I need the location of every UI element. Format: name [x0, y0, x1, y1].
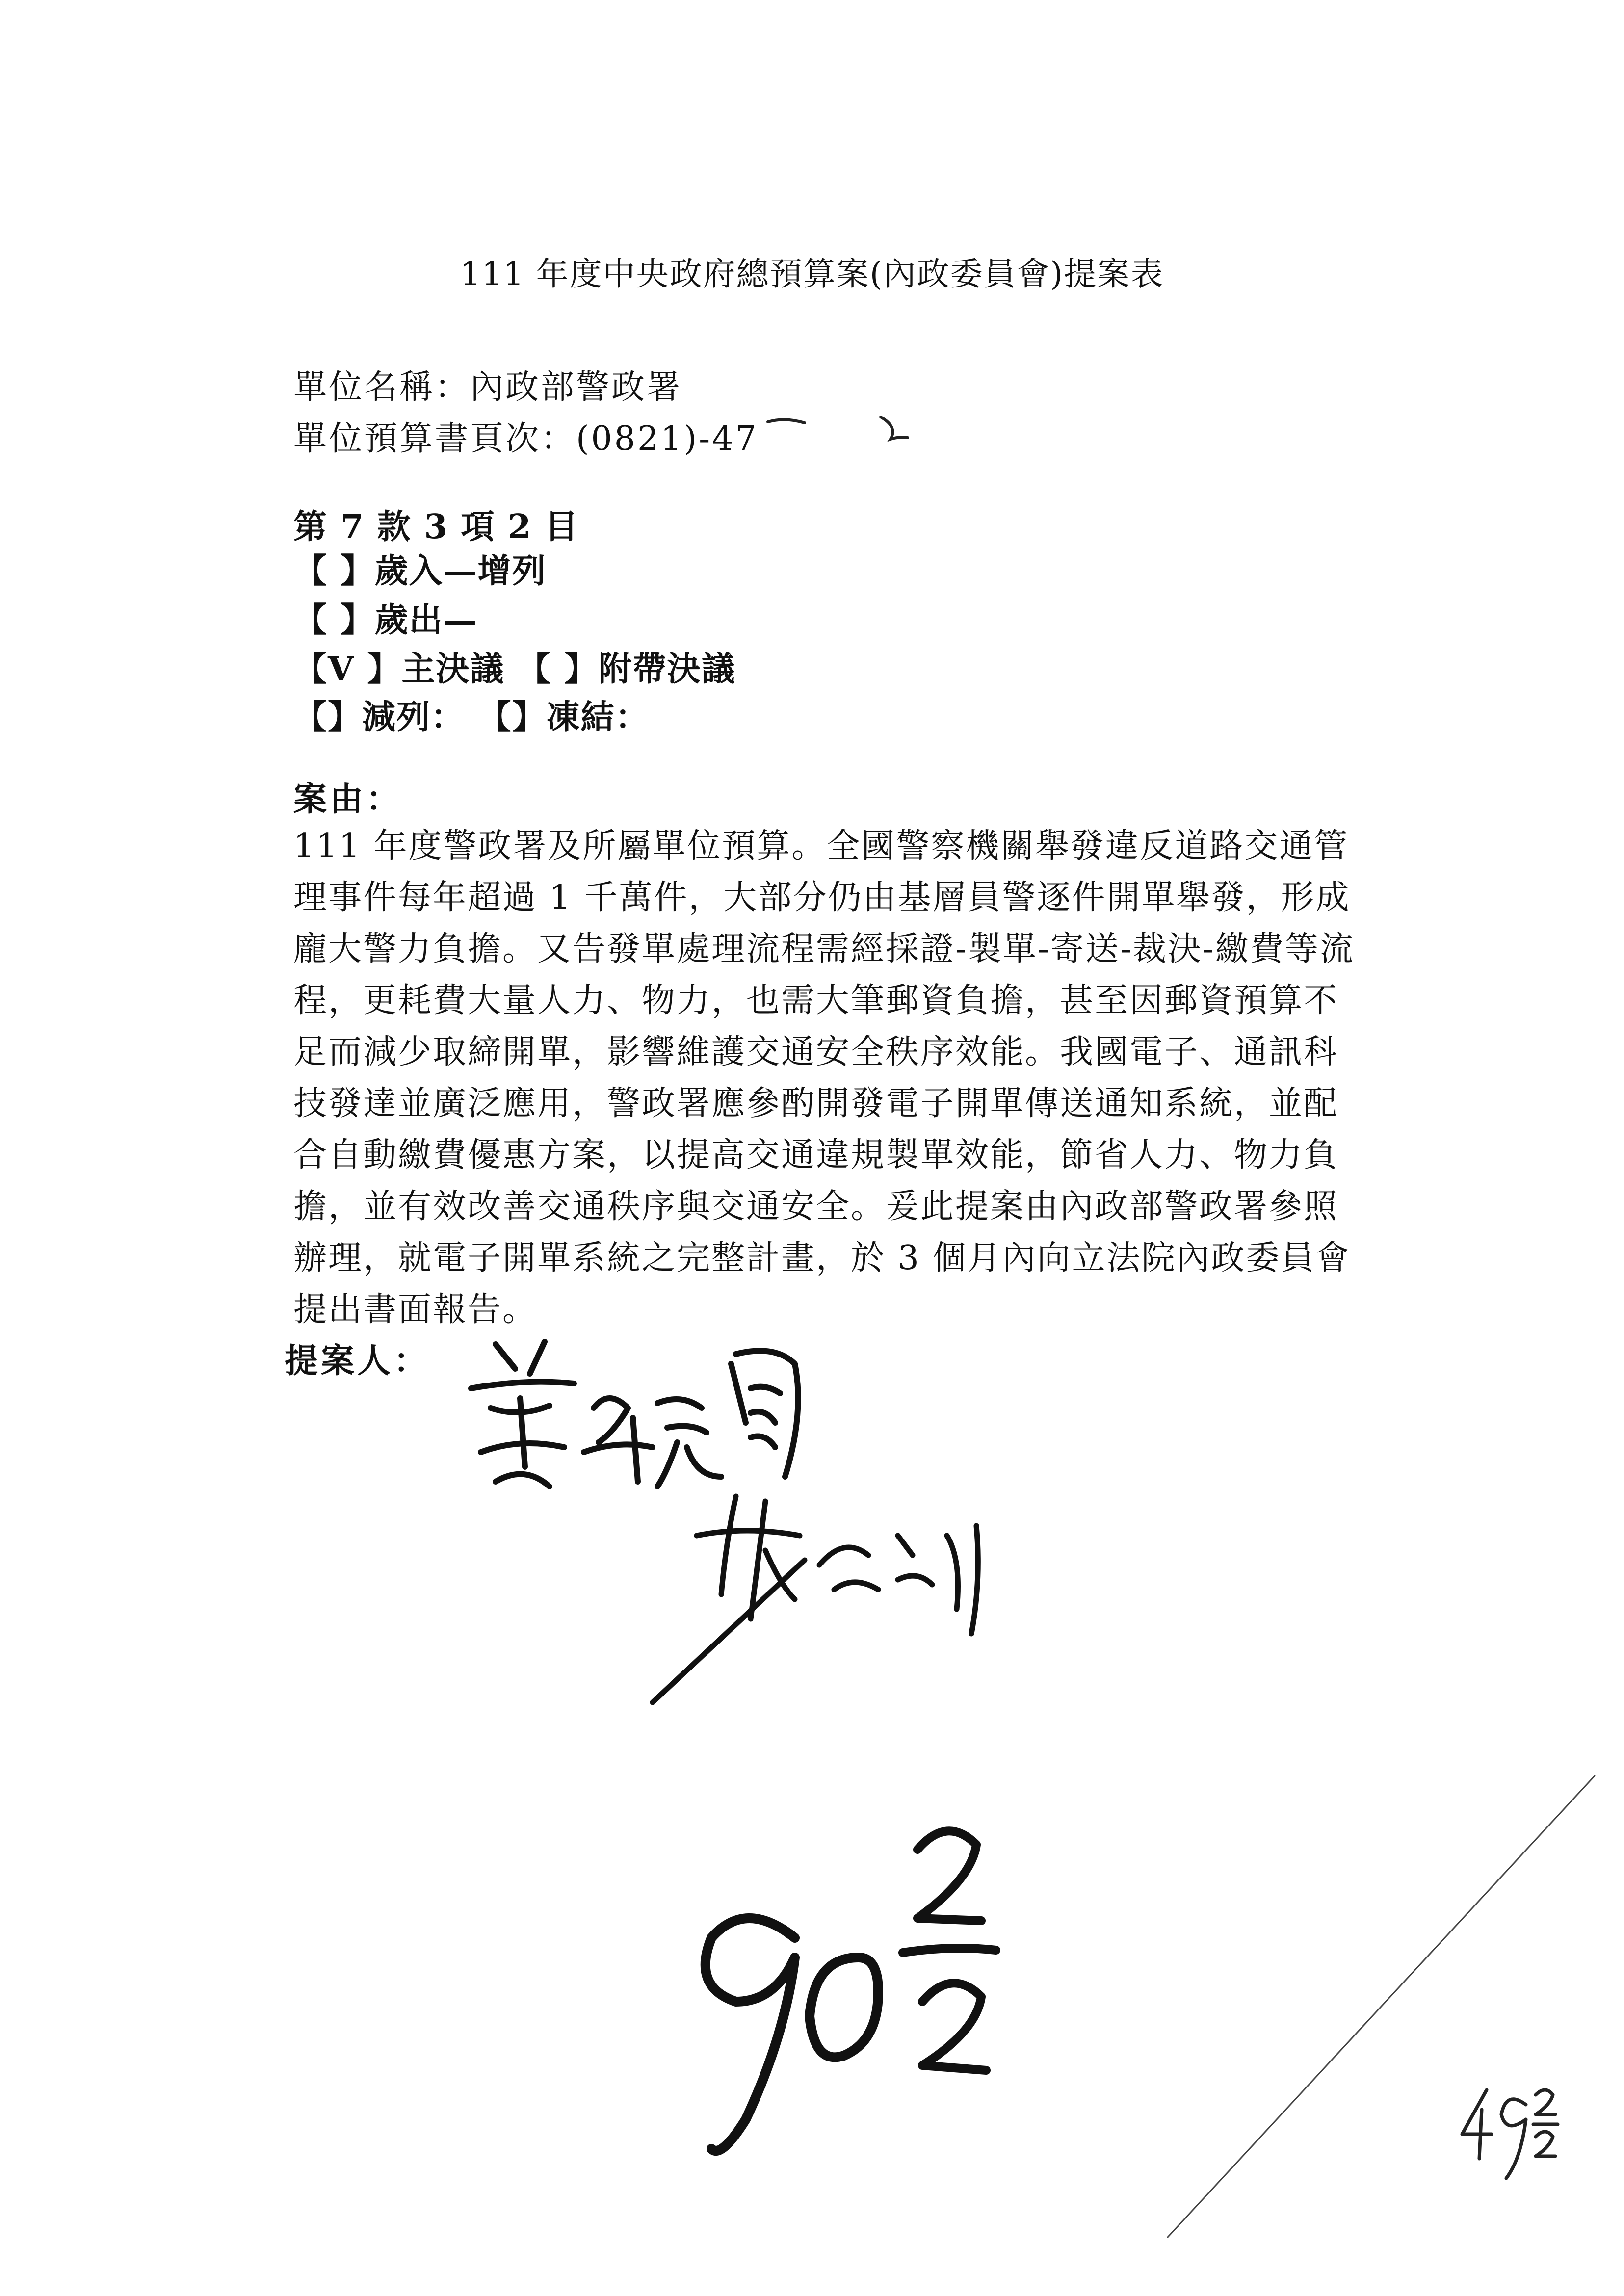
proposer-label: 提案人： [285, 1341, 430, 1381]
reason-line: 111 年度警政署及所屬單位預算。全國警察機關舉發違反道路交通管 [293, 827, 1349, 865]
budget-item: 第 7 款 3 項 2 目 [293, 507, 579, 547]
handwritten-fraction [903, 1831, 996, 2070]
option-expenditure: 【 】歲出— [293, 600, 478, 640]
reason-line: 龐大警力負擔。又告發單處理流程需經採證-製單-寄送-裁決-繳費等流 [293, 930, 1355, 968]
reason-line: 提出書面報告。 [293, 1290, 538, 1329]
budget-page: 單位預算書頁次：(0821)-47 [293, 419, 759, 458]
unit-name: 單位名稱：內政部警政署 [293, 368, 682, 407]
reason-line: 擔，並有效改善交通秩序與交通安全。爰此提案由內政部警政署參照 [293, 1187, 1339, 1226]
reason-line: 程，更耗費大量人力、物力，也需大筆郵資負擔，甚至因郵資預算不 [293, 981, 1339, 1020]
reason-line: 技發達並廣泛應用，警政署應參酌開發電子開單傳送通知系統，並配 [293, 1084, 1339, 1123]
handwritten-number [706, 1918, 878, 2151]
scan-mark [768, 417, 908, 439]
reason-line: 足而減少取締開單，影響維護交通安全秩序效能。我國電子、通訊科 [293, 1033, 1339, 1071]
page-mark [1462, 2090, 1558, 2178]
reason-label: 案由： [293, 780, 403, 819]
diagonal-stroke [1168, 1776, 1595, 2237]
document-title: 111 年度中央政府總預算案(內政委員會)提案表 [460, 255, 1164, 293]
option-main-resolution: 【V 】主決議 【 】附帶決議 [293, 650, 736, 689]
signature-1 [471, 1342, 798, 1487]
signature-2 [653, 1496, 978, 1702]
option-revenue-increase: 【 】歲入—增列 [293, 551, 547, 591]
reason-line: 辦理，就電子開單系統之完整計畫，於 3 個月內向立法院內政委員會 [293, 1239, 1351, 1278]
reason-line: 理事件每年超過 1 千萬件，大部分仍由基層員警逐件開單舉發，形成 [293, 878, 1351, 917]
reason-line: 合自動繳費優惠方案，以提高交通違規製單效能，節省人力、物力負 [293, 1136, 1339, 1174]
option-reduce-freeze: 【】減列： 【】凍結： [293, 698, 650, 737]
